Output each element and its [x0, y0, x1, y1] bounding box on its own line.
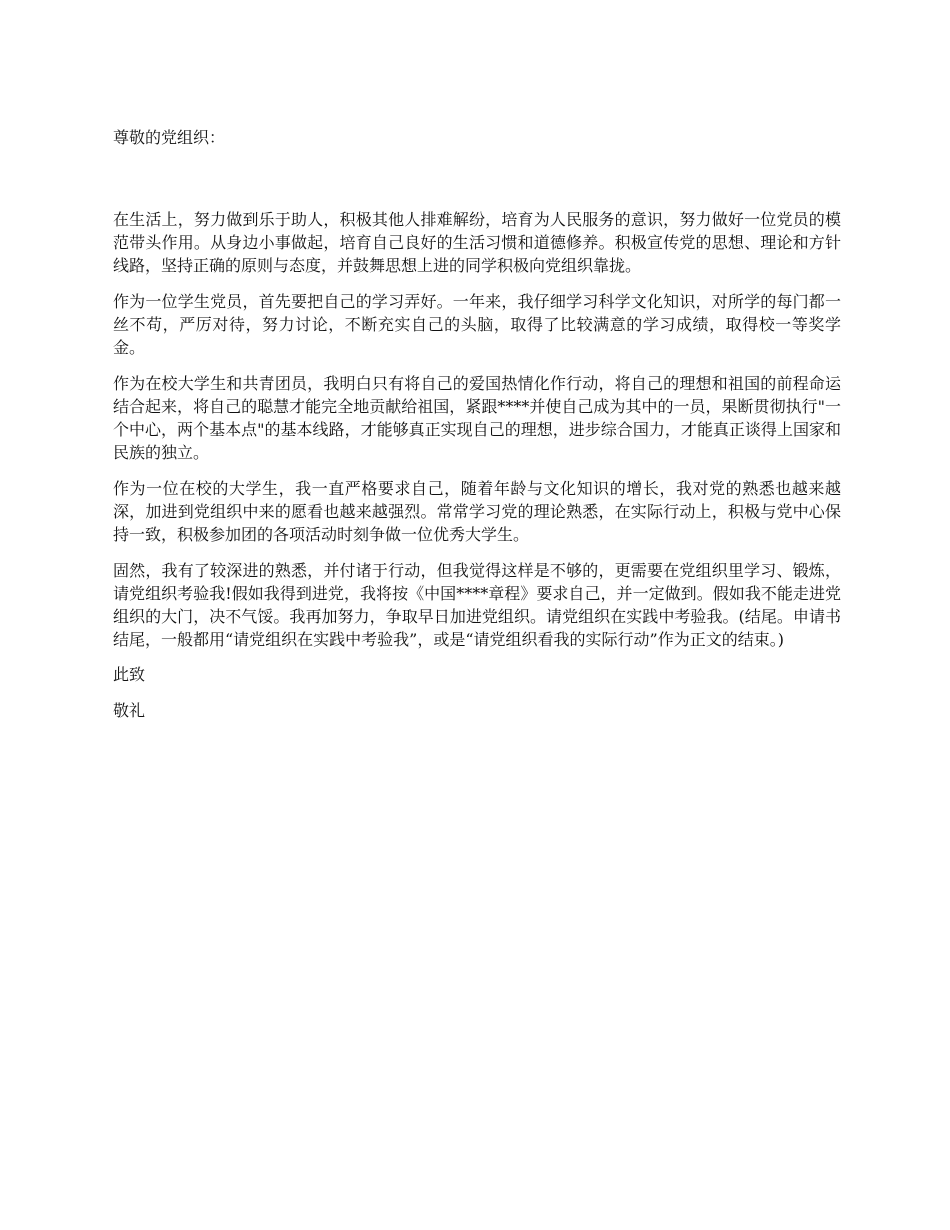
- closing-regards: 此致: [113, 665, 146, 684]
- paragraph-4: 作为一位在校的大学生，我一直严格要求自己，随着年龄与文化知识的增长，我对党的熟悉也越来越深，加进到党组织中来的愿看也越来越强烈。常常学习党的理论熟悉，在实际行动上，积极与党中心保持一致，积极参加团的各项活动时刻争做一位优秀大学生。: [113, 479, 841, 544]
- paragraph-5: 固然，我有了较深进的熟悉，并付诸于行动，但我觉得这样是不够的，更需要在党组织里学习、锻炼，请党组织考验我!假如我得到进党，我将按《中国****章程》要求自己，并一定做到。假如我不能走进党组织的大门，决不气馁。我再加努力，争取早日加进党组织。请党组织在实践中考验我。(结尾。申请书结尾，一般都用“请党组织在实践中考验我”，或是“请党组织看我的实际行动”作为正文的结束。): [113, 561, 841, 649]
- paragraph-2: 作为一位学生党员，首先要把自己的学习弄好。一年来，我仔细学习科学文化知识，对所学的每门都一丝不苟，严厉对待，努力讨论，不断充实自己的头脑，取得了比较满意的学习成绩，取得校一等奖学金。: [113, 292, 841, 357]
- paragraph-1: 在生活上，努力做到乐于助人，积极其他人排难解纷，培育为人民服务的意识，努力做好一位党员的模范带头作用。从身边小事做起，培育自己良好的生活习惯和道德修养。积极宣传党的思想、理论和方针线路，坚持正确的原则与态度，并鼓舞思想上进的同学积极向党组织靠拢。: [113, 210, 841, 275]
- paragraph-3: 作为在校大学生和共青团员，我明白只有将自己的爱国热情化作行动，将自己的理想和祖国的前程命运结合起来，将自己的聪慧才能完全地贡献给祖国，紧跟****并使自己成为其中的一员，果断贯彻执行"一个中心，两个基本点"的基本线路，才能够真正实现自己的理想，进步综合国力，才能真正谈得上国家和民族的独立。: [113, 374, 841, 462]
- closing-salute: 敬礼: [113, 701, 146, 720]
- salutation: 尊敬的党组织：: [113, 128, 226, 147]
- letter-page: [113, 127, 841, 736]
